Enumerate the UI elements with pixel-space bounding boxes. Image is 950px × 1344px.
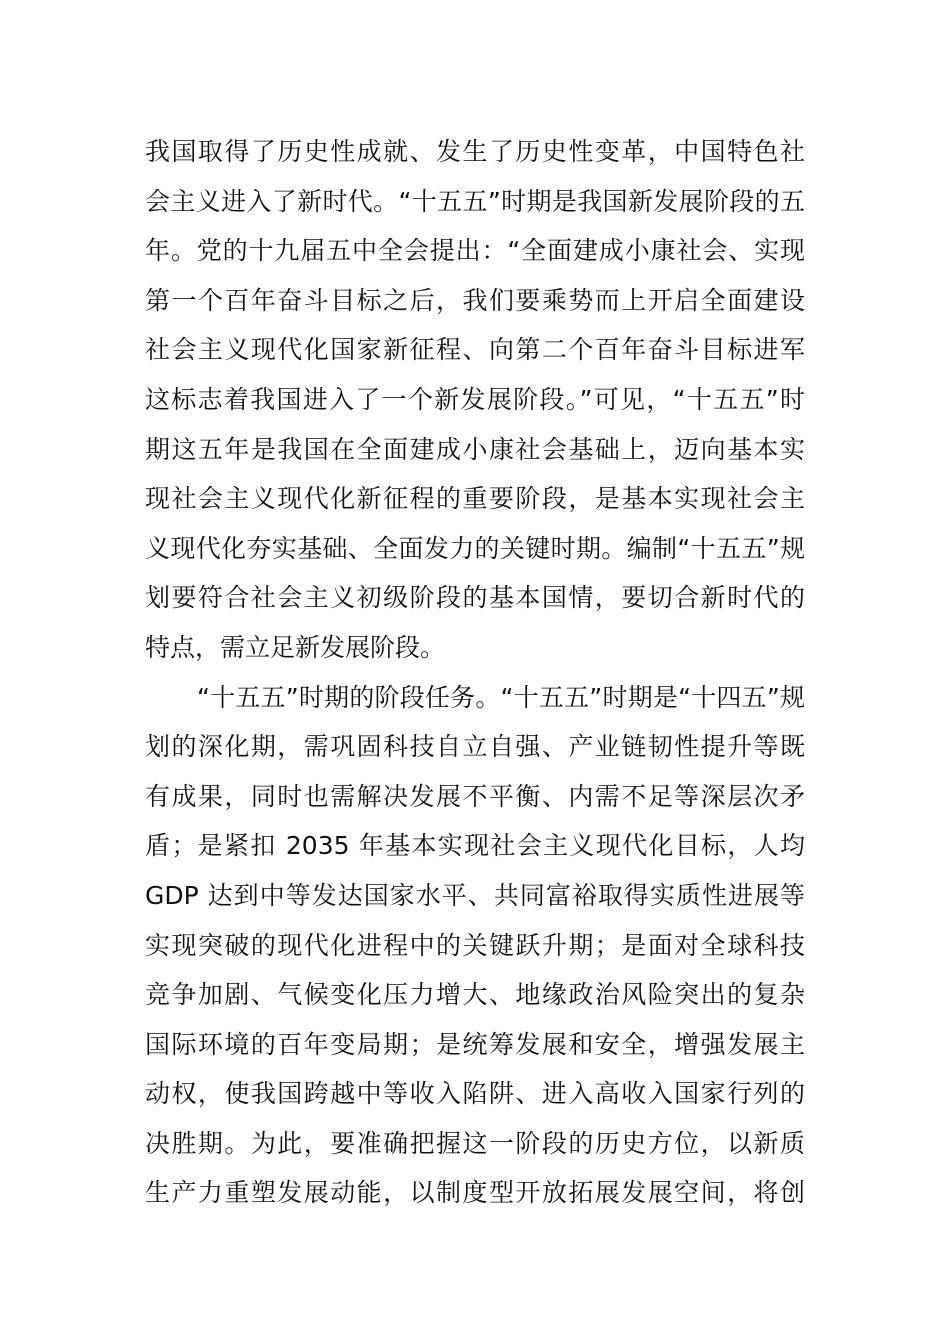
text-line: 这标志着我国进入了一个新发展阶段。”可见，“十五五”时 [145,384,805,414]
text-line: 竞争加剧、气候变化压力增大、地缘政治风险突出的复杂 [145,980,805,1010]
text-line: 年。党的十九届五中全会提出：“全面建成小康社会、实现 [145,236,805,266]
paragraph [145,673,805,1219]
text-line: 生产力重塑发展动能，以制度型开放拓展发展空间，将创 [145,1178,805,1208]
text-line: 义现代化夯实基础、全面发力的关键时期。编制“十五五”规 [145,533,805,563]
text-line: 现社会主义现代化新征程的重要阶段，是基本实现社会主 [145,484,805,514]
text-line: 期这五年是我国在全面建成小康社会基础上，迈向基本实 [145,434,805,464]
text-line: 有成果，同时也需解决发展不平衡、内需不足等深层次矛 [145,781,805,811]
text-line: “十五五”时期的阶段任务。“十五五”时期是“十四五”规 [197,682,805,712]
text-line: 会主义进入了新时代。“十五五”时期是我国新发展阶段的五 [145,186,805,216]
text-line: 实现突破的现代化进程中的关键跃升期；是面对全球科技 [145,930,805,960]
paragraph [145,127,805,673]
text-line: 划的深化期，需巩固科技自立自强、产业链韧性提升等既 [145,732,805,762]
text-line: 社会主义现代化国家新征程、向第二个百年奋斗目标进军 [145,335,805,365]
text-line: 我国取得了历史性成就、发生了历史性变革，中国特色社 [145,137,805,166]
text-line: 国际环境的百年变局期；是统筹发展和安全，增强发展主 [145,1029,805,1059]
document-page [145,127,805,1218]
text-line: 动权，使我国跨越中等收入陷阱、进入高收入国家行列的 [145,1079,805,1109]
text-line: 盾；是紧扣 2035 年基本实现社会主义现代化目标，人均 [145,831,805,861]
text-line: 第一个百年奋斗目标之后，我们要乘势而上开启全面建设 [145,285,805,315]
text-line: GDP 达到中等发达国家水平、共同富裕取得实质性进展等 [145,880,805,910]
text-line: 特点，需立足新发展阶段。 [145,632,446,662]
text-line: 划要符合社会主义初级阶段的基本国情，要切合新时代的 [145,583,805,613]
text-line: 决胜期。为此，要准确把握这一阶段的历史方位，以新质 [145,1128,805,1158]
